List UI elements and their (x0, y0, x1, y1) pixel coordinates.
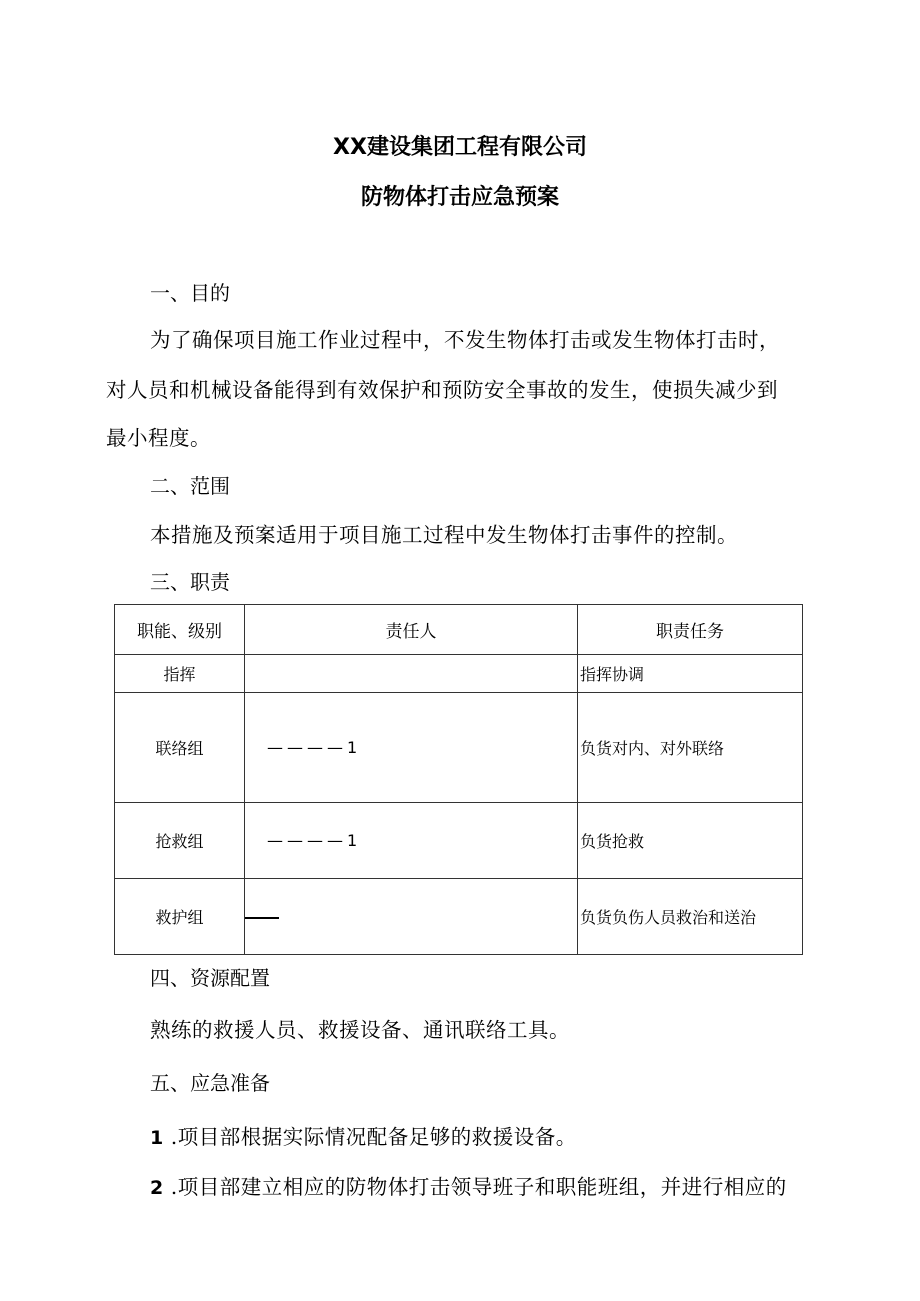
section-purpose-heading: 一、目的 (150, 281, 230, 305)
person-cell (245, 879, 578, 955)
task-cell: 负货抢救 (578, 803, 803, 879)
preparation-item-1 (150, 1120, 577, 1150)
dash-mark (245, 917, 279, 919)
section-scope-heading: 二、范围 (150, 474, 230, 498)
person-cell: ————1 (245, 803, 578, 879)
table-row (115, 655, 803, 693)
table-row (115, 693, 803, 803)
section-duties-heading: 三、职责 (150, 570, 230, 594)
header-task: 职责任务 (578, 605, 803, 655)
document-title: 防物体打击应急预案 (360, 185, 559, 210)
company-name: XX建设集团工程有限公司 (333, 135, 587, 160)
header-role: 职能、级别 (115, 605, 245, 655)
role-cell: 救护组 (115, 879, 245, 955)
person-cell (245, 655, 578, 693)
purpose-line-1: 为了确保项目施工作业过程中，不发生物体打击或发生物体打击时， (150, 328, 780, 352)
header-person: 责任人 (245, 605, 578, 655)
preparation-item-2 (150, 1170, 787, 1200)
section-preparation-heading: 五、应急准备 (150, 1071, 270, 1095)
table-row (115, 803, 803, 879)
role-cell: 抢救组 (115, 803, 245, 879)
duties-table (114, 604, 803, 955)
item-text: .项目部根据实际情况配备足够的救援设备。 (170, 1125, 577, 1149)
item-number: 2 (150, 1177, 164, 1199)
table-header-row (115, 605, 803, 655)
person-cell: ————1 (245, 693, 578, 803)
role-cell: 指挥 (115, 655, 245, 693)
scope-text: 本措施及预案适用于项目施工过程中发生物体打击事件的控制。 (150, 523, 738, 547)
purpose-line-3: 最小程度。 (106, 426, 211, 450)
task-cell: 指挥协调 (578, 655, 803, 693)
item-number: 1 (150, 1127, 164, 1149)
task-cell: 负货负伤人员救治和送治 (578, 879, 803, 955)
task-cell: 负货对内、对外联络 (578, 693, 803, 803)
item-text: .项目部建立相应的防物体打击领导班子和职能班组，并进行相应的 (170, 1175, 787, 1199)
table-row (115, 879, 803, 955)
role-cell: 联络组 (115, 693, 245, 803)
purpose-line-2: 对人员和机械设备能得到有效保护和预防安全事故的发生，使损失减少到 (106, 378, 778, 402)
section-resources-heading: 四、资源配置 (150, 966, 270, 990)
resources-text: 熟练的救援人员、救援设备、通讯联络工具。 (150, 1018, 570, 1042)
